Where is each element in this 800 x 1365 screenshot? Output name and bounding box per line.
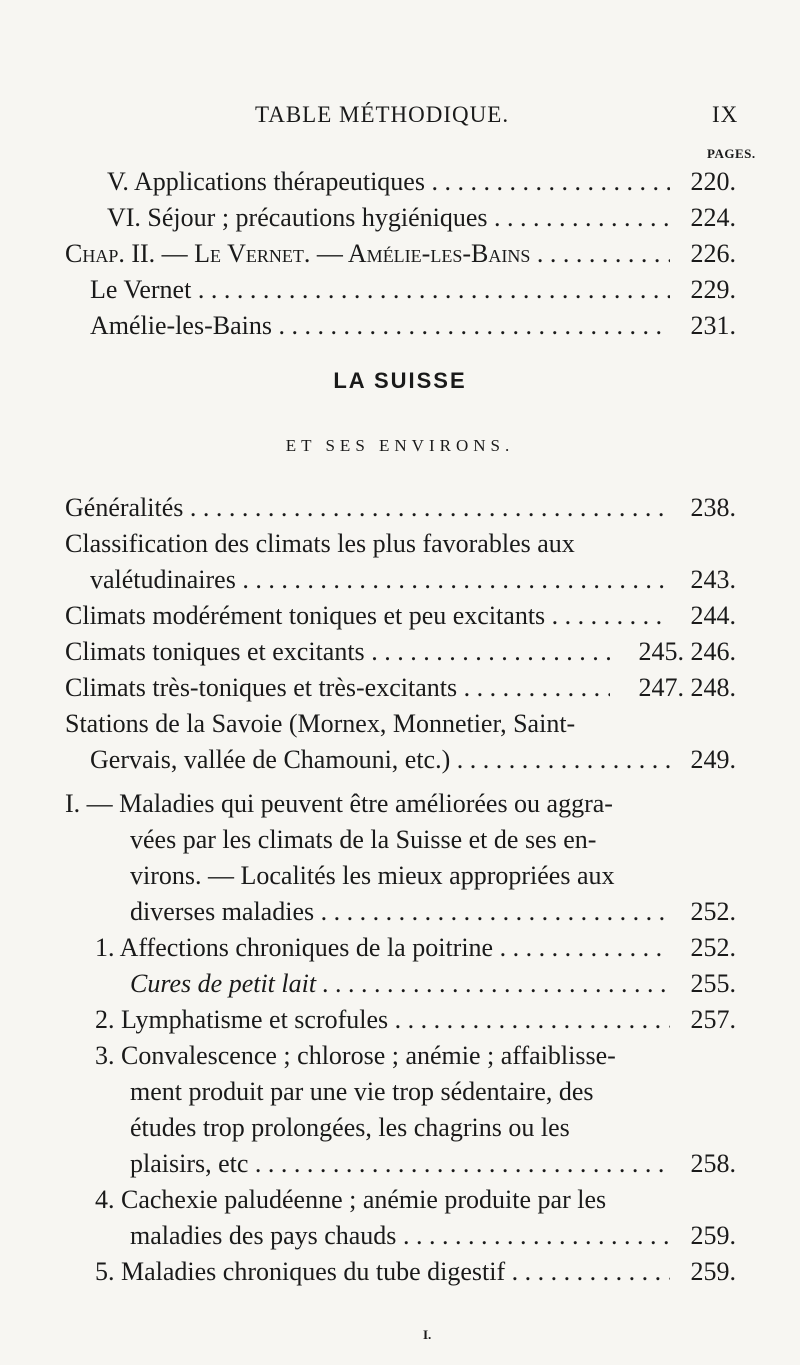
pages-column-label: PAGES. xyxy=(707,146,756,161)
entry-page: 224. xyxy=(685,200,737,236)
toc-entry xyxy=(0,236,800,272)
entry-page: 231. xyxy=(685,308,737,344)
entry-page: 259. xyxy=(685,1218,737,1254)
entry-text: Gervais, vallée de Chamouni, etc.) . . . xyxy=(90,742,670,778)
section-subtitle: ET SES ENVIRONS. xyxy=(285,436,515,455)
entry-page: 252. xyxy=(685,930,737,966)
entry-text: 4. Cachexie paludéenne ; anémie produite par les xyxy=(95,1185,607,1214)
entry-text: Climats modérément toniques et peu excitants . . . xyxy=(65,598,670,634)
entry-text: Le Vernet . . . xyxy=(90,272,670,308)
entry-text: 1. Affections chroniques de la poitrine . . . xyxy=(95,930,670,966)
entry-text: Amélie-les-Bains . . . xyxy=(90,308,670,344)
toc-entry xyxy=(0,562,800,598)
entry-page: 247. 248. xyxy=(633,670,737,706)
page-title: TABLE MÉTHODIQUE. xyxy=(255,102,510,127)
toc-entry xyxy=(0,1002,800,1038)
entry-text: maladies des pays chauds . . . xyxy=(130,1218,670,1254)
toc-entry xyxy=(0,966,800,1002)
entry-text: 5. Maladies chroniques du tube digestif . . . xyxy=(95,1254,670,1290)
toc-entry xyxy=(0,1254,800,1290)
signature-mark: I. xyxy=(423,1327,432,1342)
entry-page: 220. xyxy=(685,164,737,200)
chapter-heading: Chap. II. — Le Vernet. — Amélie-les-Bains . . . xyxy=(65,236,670,272)
toc-entry xyxy=(0,1110,800,1146)
entry-text: Classification des climats les plus favorables aux xyxy=(65,529,575,558)
toc-entry xyxy=(0,1218,800,1254)
toc-entry xyxy=(0,1038,800,1074)
entry-text: plaisirs, etc . . . xyxy=(130,1146,670,1182)
section-title: LA SUISSE xyxy=(333,368,467,393)
entry-text: virons. — Localités les mieux appropriées aux xyxy=(130,861,615,890)
toc-entry xyxy=(0,670,800,706)
entry-text: Climats toniques et excitants . . . xyxy=(65,634,610,670)
entry-text: Climats très-toniques et très-excitants . . . xyxy=(65,670,610,706)
entry-text: Généralités . . . xyxy=(65,490,670,526)
toc-entry xyxy=(0,742,800,778)
entry-page: 245. 246. xyxy=(633,634,737,670)
toc-entry xyxy=(0,894,800,930)
toc-entry xyxy=(0,858,800,894)
toc-entry xyxy=(0,526,800,562)
entry-page: 255. xyxy=(685,966,737,1002)
toc-entry xyxy=(0,822,800,858)
toc-entry xyxy=(0,634,800,670)
entry-page: 252. xyxy=(685,894,737,930)
toc-entry xyxy=(0,598,800,634)
toc-entry xyxy=(0,490,800,526)
entry-text: diverses maladies . . . xyxy=(130,894,670,930)
entry-text: I. — Maladies qui peuvent être améliorées ou aggra- xyxy=(65,789,613,818)
entry-page: 244. xyxy=(685,598,737,634)
toc-entry xyxy=(0,1074,800,1110)
entry-page: 238. xyxy=(685,490,737,526)
toc-entry xyxy=(0,706,800,742)
entry-page: 259. xyxy=(685,1254,737,1290)
entry-page: 229. xyxy=(685,272,737,308)
running-header xyxy=(0,102,800,132)
entry-text: Cures de petit lait . . . xyxy=(130,966,670,1002)
entry-text: études trop prolongées, les chagrins ou les xyxy=(130,1113,570,1142)
entry-text: vées par les climats de la Suisse et de ses en- xyxy=(130,825,597,854)
toc-entry xyxy=(0,930,800,966)
entry-text: VI. Séjour ; précautions hygiéniques . . . xyxy=(107,200,670,236)
toc-entry xyxy=(0,786,800,822)
entry-text: ment produit par une vie trop sédentaire, des xyxy=(130,1077,594,1106)
entry-text: 3. Convalescence ; chlorose ; anémie ; affaiblisse- xyxy=(95,1041,616,1070)
toc-entry xyxy=(0,1146,800,1182)
entry-text: Stations de la Savoie (Mornex, Monnetier, Saint- xyxy=(65,709,576,738)
toc-entry xyxy=(0,1182,800,1218)
entry-text: 2. Lymphatisme et scrofules . . . xyxy=(95,1002,670,1038)
toc-entry xyxy=(0,200,800,236)
entry-page: 243. xyxy=(685,562,737,598)
toc-entry xyxy=(0,308,800,344)
page-number: IX xyxy=(712,102,739,127)
entry-page: 257. xyxy=(685,1002,737,1038)
entry-page: 249. xyxy=(685,742,737,778)
toc-entry xyxy=(0,164,800,200)
entry-text: valétudinaires . . . xyxy=(90,562,670,598)
toc-entry xyxy=(0,272,800,308)
entry-text: V. Applications thérapeutiques . . . xyxy=(107,164,670,200)
entry-page: 226. xyxy=(685,236,737,272)
entry-page: 258. xyxy=(685,1146,737,1182)
